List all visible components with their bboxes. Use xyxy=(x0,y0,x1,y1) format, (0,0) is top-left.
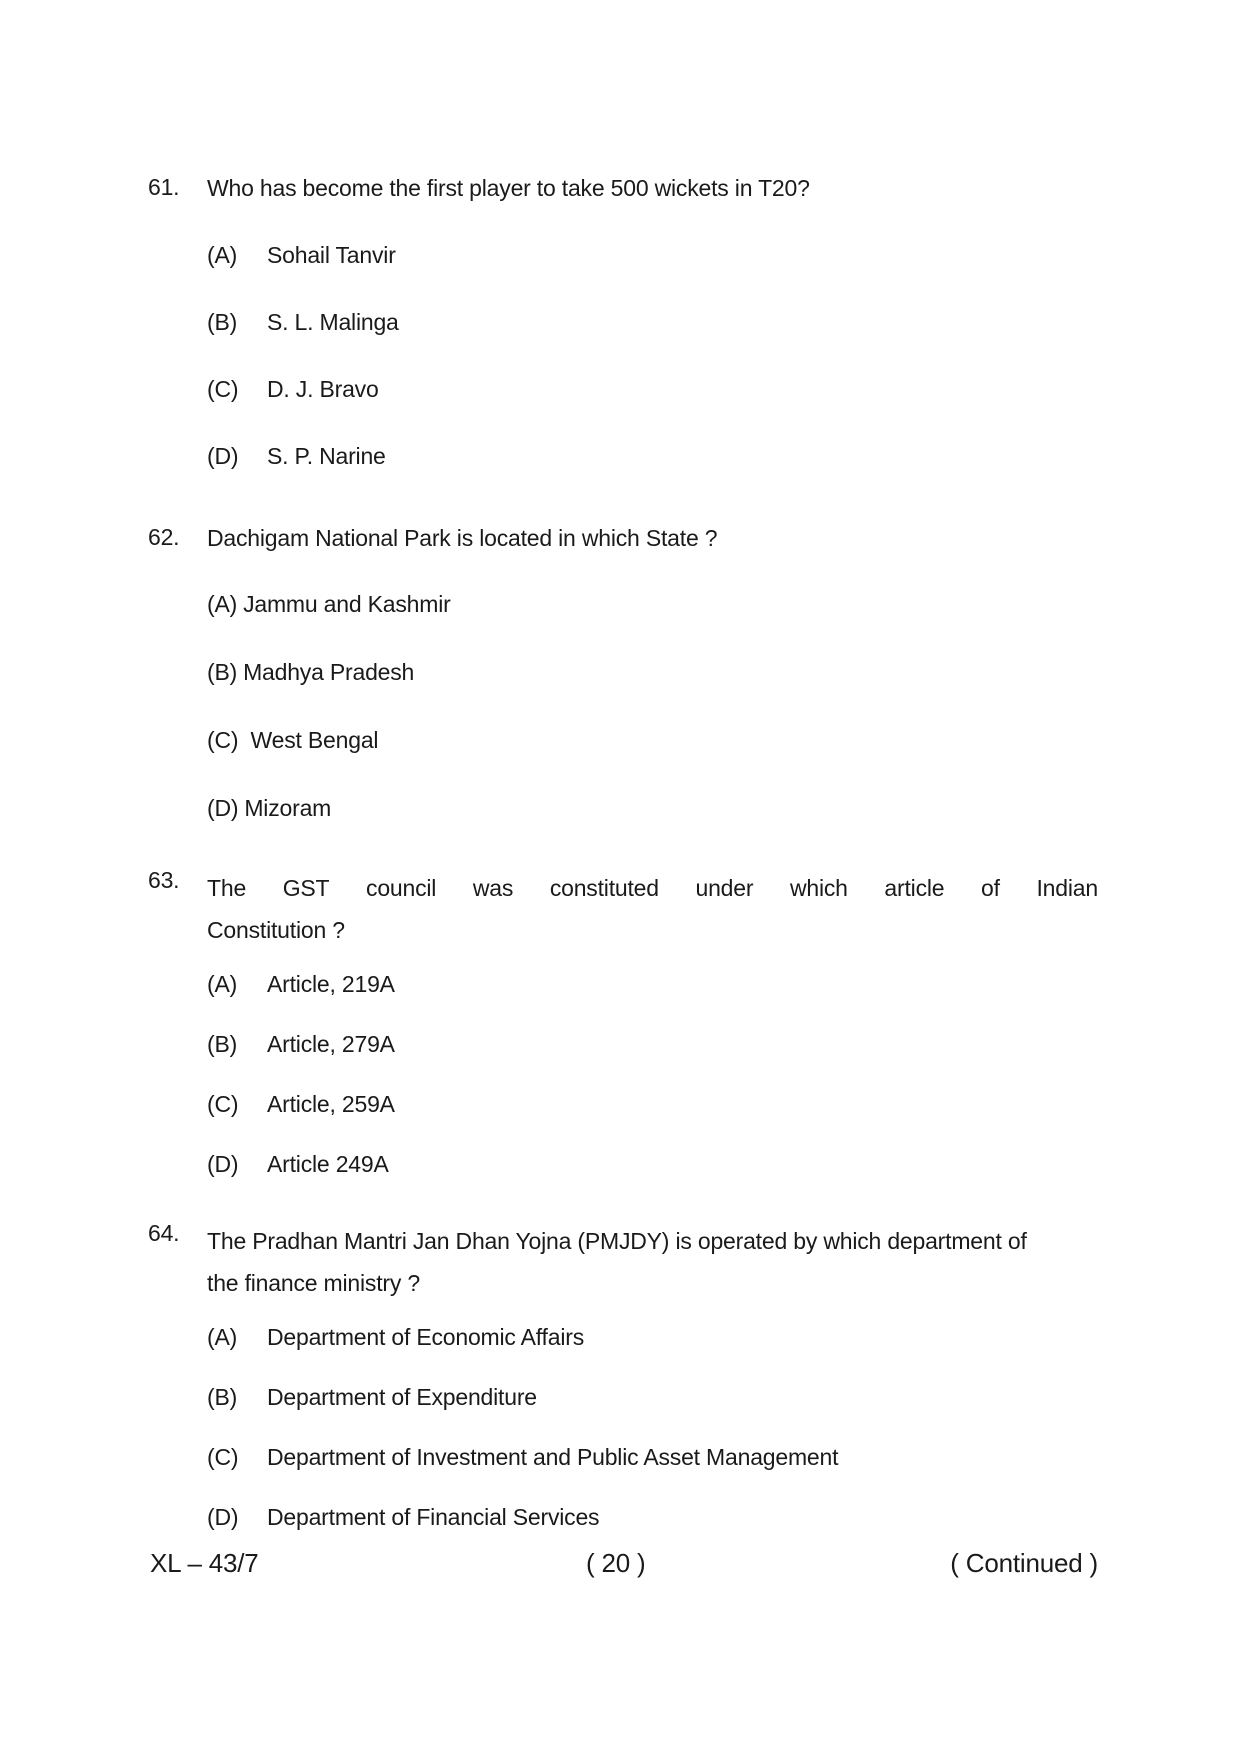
page-footer xyxy=(150,1548,1098,1584)
option-a xyxy=(207,242,396,269)
option-c xyxy=(207,727,378,754)
question-text-line-1 xyxy=(207,867,1098,909)
option-text: Article, 279A xyxy=(267,1031,395,1057)
option-text: Article, 219A xyxy=(267,971,395,997)
option-label: (A) xyxy=(207,1324,238,1350)
option-label: (D) xyxy=(207,1504,239,1530)
option-label: (C) xyxy=(207,376,239,402)
option-text: D. J. Bravo xyxy=(267,376,379,402)
question-61 xyxy=(148,174,1098,469)
option-text: Article, 259A xyxy=(267,1091,395,1117)
word: council xyxy=(366,875,437,901)
option-b xyxy=(207,309,399,336)
option-text: Sohail Tanvir xyxy=(267,242,396,268)
option-c xyxy=(207,376,379,403)
word: Indian xyxy=(1036,875,1098,901)
option-c xyxy=(207,1444,838,1471)
option-label: (B) xyxy=(207,309,238,335)
question-text xyxy=(207,867,1098,951)
option-text: West Bengal xyxy=(244,727,379,753)
option-text: Mizoram xyxy=(244,795,332,821)
question-number: 64. xyxy=(148,1220,180,1246)
option-text: Jammu and Kashmir xyxy=(243,591,451,617)
question-number: 61. xyxy=(148,174,180,200)
option-label: (D) xyxy=(207,443,239,469)
word: GST xyxy=(282,875,330,901)
option-b xyxy=(207,1031,395,1058)
option-a xyxy=(207,971,395,998)
option-label: (C) xyxy=(207,727,239,753)
question-text: Dachigam National Park is located in which State ? xyxy=(207,525,718,551)
option-d xyxy=(207,795,331,822)
page-number: ( 20 ) xyxy=(586,1548,646,1578)
option-text: Department of Investment and Public Asset Management xyxy=(267,1444,839,1470)
question-text-line-2: the finance ministry ? xyxy=(207,1270,420,1296)
question-62 xyxy=(148,524,1098,821)
option-text: Department of Expenditure xyxy=(267,1384,537,1410)
word: which xyxy=(789,875,848,901)
option-label: (D) xyxy=(207,1151,239,1177)
option-label: (B) xyxy=(207,659,238,685)
option-b xyxy=(207,659,414,686)
word: of xyxy=(981,875,1000,901)
option-label: (A) xyxy=(207,242,238,268)
option-label: (D) xyxy=(207,795,239,821)
question-text-line-2: Constitution ? xyxy=(207,917,345,943)
option-label: (B) xyxy=(207,1384,238,1410)
option-a xyxy=(207,1324,584,1351)
option-d xyxy=(207,443,386,470)
option-label: (C) xyxy=(207,1091,239,1117)
option-label: (B) xyxy=(207,1031,238,1057)
word: was xyxy=(472,875,514,901)
continued-label: ( Continued ) xyxy=(950,1548,1098,1578)
option-text: Department of Financial Services xyxy=(267,1504,600,1530)
option-label: (A) xyxy=(207,591,238,617)
option-a xyxy=(207,591,451,618)
question-64 xyxy=(148,1220,1098,1530)
option-text: Department of Economic Affairs xyxy=(267,1324,584,1350)
question-text: Who has become the first player to take 500 wickets in T20? xyxy=(207,175,810,201)
question-text xyxy=(207,1220,1098,1304)
question-number: 63. xyxy=(148,867,180,893)
word: article xyxy=(884,875,945,901)
question-63 xyxy=(148,867,1098,1177)
question-number: 62. xyxy=(148,524,180,550)
question-text-line-1: The Pradhan Mantri Jan Dhan Yojna (PMJDY) is operated by which department of xyxy=(207,1228,1027,1254)
option-text: Article 249A xyxy=(267,1151,389,1177)
option-label: (A) xyxy=(207,971,238,997)
word: The xyxy=(207,875,247,901)
option-text: Madhya Pradesh xyxy=(243,659,415,685)
option-text: S. L. Malinga xyxy=(267,309,399,335)
option-b xyxy=(207,1384,537,1411)
option-text: S. P. Narine xyxy=(267,443,386,469)
option-d xyxy=(207,1151,389,1178)
word: under xyxy=(695,875,754,901)
option-label: (C) xyxy=(207,1444,239,1470)
option-d xyxy=(207,1504,599,1531)
option-c xyxy=(207,1091,395,1118)
word: constituted xyxy=(549,875,659,901)
paper-code: XL – 43/7 xyxy=(150,1548,259,1578)
